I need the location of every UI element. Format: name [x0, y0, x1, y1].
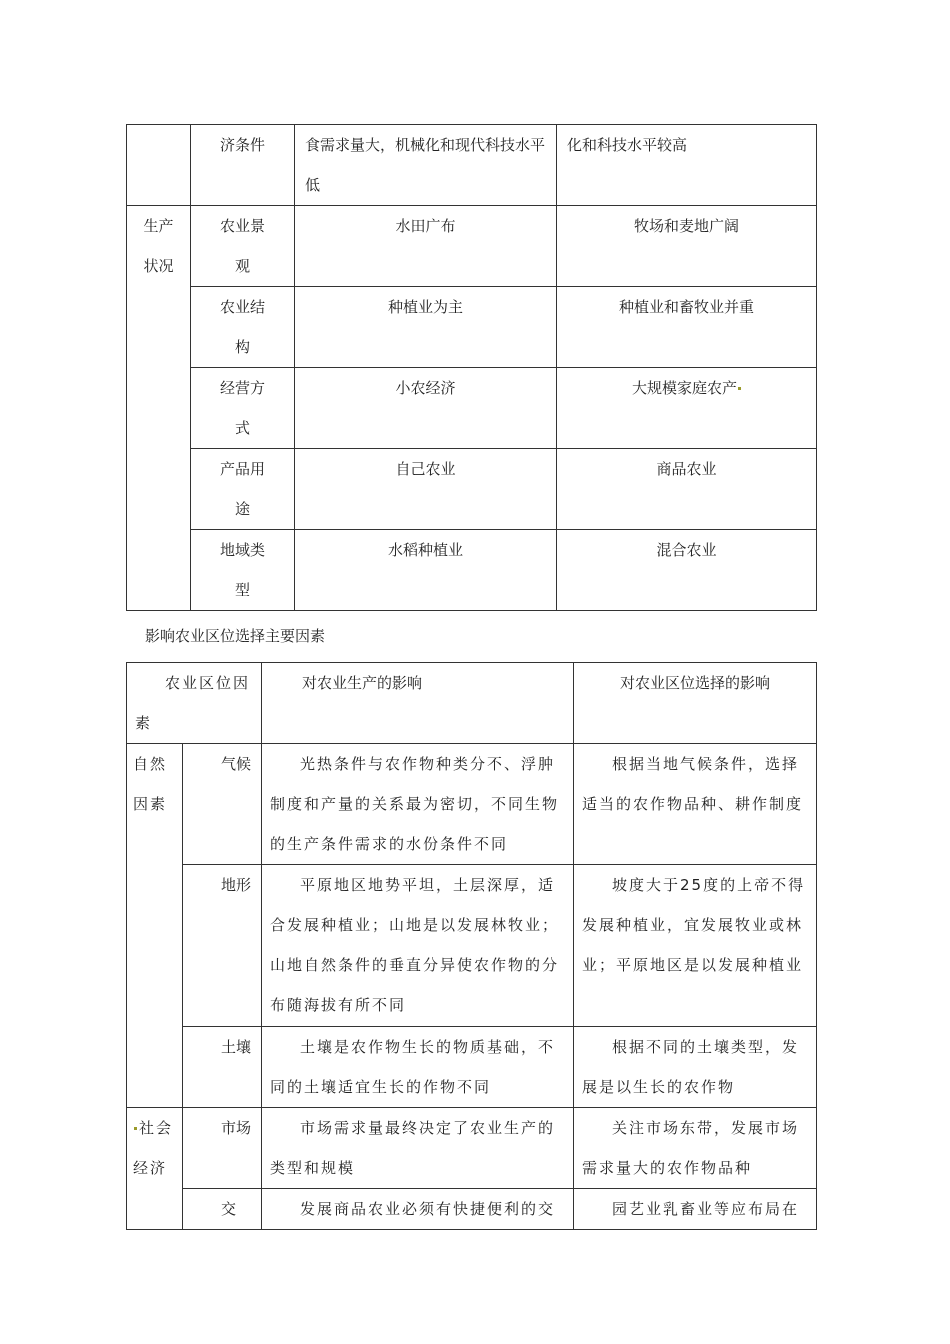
table-cell: 土壤是农作物生长的物质基础，不同的土壤适宜生长的作物不同: [262, 1027, 574, 1108]
table-cell: 牧场和麦地广阔: [557, 206, 817, 287]
factor-text: 土壤: [221, 1038, 252, 1056]
table-cell: 自己农业: [295, 449, 557, 530]
table-cell: 混合农业: [557, 530, 817, 611]
dot-mark: [738, 387, 741, 390]
factor-cell: [183, 1108, 262, 1189]
table-cell: 食需求量大，机械化和现代科技水平低: [295, 125, 557, 206]
factor-cell: [183, 1189, 262, 1230]
header-cell: 农业区位因素: [127, 663, 262, 744]
group-label: [127, 1108, 183, 1230]
factor-text: 市场: [221, 1119, 252, 1137]
agriculture-comparison-table: [126, 124, 817, 611]
factor-text: 交: [221, 1200, 237, 1218]
table-row: [127, 449, 817, 530]
table-cell: 经营方式: [191, 368, 295, 449]
table-row: [127, 1189, 817, 1230]
table-row: [127, 125, 817, 206]
factor-text: 气候: [221, 755, 252, 773]
table-cell: 种植业和畜牧业并重: [557, 287, 817, 368]
table-row: [127, 206, 817, 287]
table-row: [127, 1027, 817, 1108]
location-factors-table: [126, 662, 817, 1230]
factor-cell: [183, 1027, 262, 1108]
factor-cell: [183, 865, 262, 1027]
header-cell: 对农业生产的影响: [262, 663, 574, 744]
table-cell: 关注市场东带，发展市场需求量大的农作物品种: [574, 1108, 817, 1189]
table-row: [127, 865, 817, 1027]
table-cell: 地域类型: [191, 530, 295, 611]
table-cell: 根据当地气候条件，选择适当的农作物品种、耕作制度: [574, 744, 817, 865]
table-cell: 产品用途: [191, 449, 295, 530]
table-row: [127, 1108, 817, 1189]
table-cell: 农业结构: [191, 287, 295, 368]
table-cell: 发展商品农业必须有快捷便利的交: [262, 1189, 574, 1230]
table-row: [127, 530, 817, 611]
table-cell: 园艺业乳畜业等应布局在: [574, 1189, 817, 1230]
table-cell: [557, 368, 817, 449]
table-row: [127, 287, 817, 368]
section-caption: 影响农业区位选择主要因素: [145, 627, 326, 645]
group-text: 社会经济: [133, 1119, 174, 1177]
table-row: [127, 744, 817, 865]
table-header-row: [127, 663, 817, 744]
table-cell: 种植业为主: [295, 287, 557, 368]
group-label: 生产状况: [127, 206, 191, 611]
table-cell: 根据不同的土壤类型，发展是以生长的农作物: [574, 1027, 817, 1108]
table-cell: 商品农业: [557, 449, 817, 530]
table-cell: [127, 125, 191, 206]
dot-mark: [134, 1127, 137, 1130]
table-cell: 水田广布: [295, 206, 557, 287]
table-cell: 平原地区地势平坦，土层深厚，适合发展种植业；山地是以发展林牧业；山地自然条件的垂直分异使农作物的分布随海拔有所不同: [262, 865, 574, 1027]
table-row: [127, 368, 817, 449]
cell-text: 大规模家庭农产: [631, 379, 737, 397]
table-cell: 济条件: [191, 125, 295, 206]
table-cell: 坡度大于25度的上帝不得发展种植业，宜发展牧业或林业；平原地区是以发展种植业: [574, 865, 817, 1027]
table-cell: 小农经济: [295, 368, 557, 449]
table-cell: 市场需求量最终决定了农业生产的类型和规模: [262, 1108, 574, 1189]
group-label: 自然因素: [127, 744, 183, 1108]
header-cell: 对农业区位选择的影响: [574, 663, 817, 744]
table-cell: 农业景观: [191, 206, 295, 287]
table-cell: 化和科技水平较高: [557, 125, 817, 206]
factor-text: 地形: [221, 876, 252, 894]
factor-cell: [183, 744, 262, 865]
table-cell: 光热条件与农作物种类分不、浮肿制度和产量的关系最为密切，不同生物的生产条件需求的水份条件不同: [262, 744, 574, 865]
table-cell: 水稻种植业: [295, 530, 557, 611]
